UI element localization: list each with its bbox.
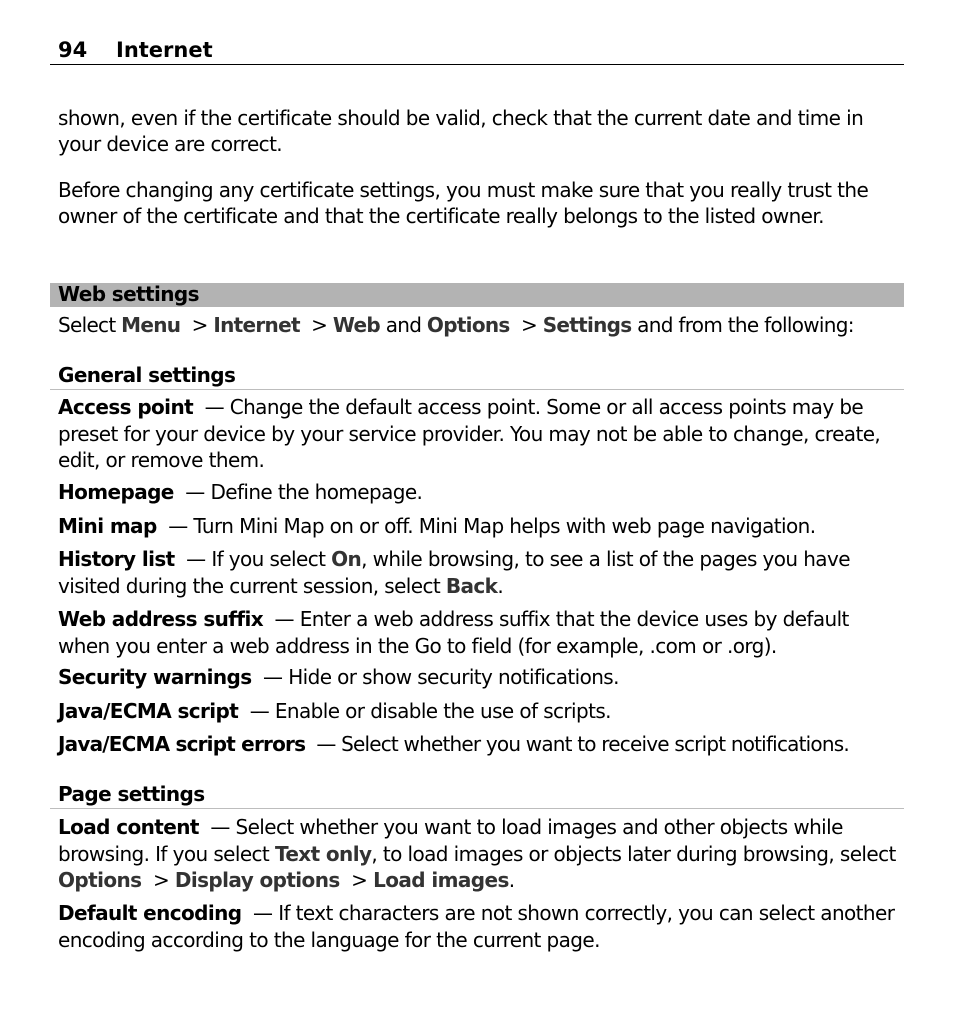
- ui-settings: Settings: [542, 313, 632, 337]
- setting-java-ecma-script: [58, 698, 903, 725]
- description: .: [497, 573, 504, 598]
- setting-security-warnings: [58, 664, 903, 691]
- description: , to load images or objects later during browsing, select: [371, 841, 896, 866]
- ui-options: Options: [58, 868, 142, 892]
- term: Security warnings: [58, 665, 252, 689]
- instruction-tail: and from the following:: [637, 313, 854, 337]
- path-separator: >: [152, 868, 170, 892]
- setting-java-ecma-script-errors: [58, 731, 903, 758]
- description: — Change the default access point. Some or all access points may be preset for your device by your service provider. You may not be able to change, create, edit, or remove them.: [58, 395, 881, 472]
- section-heading-web-settings: [50, 283, 904, 307]
- setting-mini-map: [58, 513, 903, 540]
- ui-display-options: Display options: [174, 868, 340, 892]
- term: Java/ECMA script errors: [58, 732, 306, 756]
- setting-homepage: [58, 479, 903, 506]
- intro-paragraph-1: [58, 105, 903, 157]
- description: — Select whether you want to load images and other objects while browsing. If you select: [58, 815, 843, 866]
- term: Java/ECMA script: [58, 699, 239, 723]
- ui-options: Options: [426, 313, 510, 337]
- intro-text-1: shown, even if the certificate should be valid, check that the current date and time in your device are correct.: [58, 106, 864, 156]
- setting-access-point: [58, 394, 903, 474]
- description: .: [508, 868, 515, 892]
- term: Homepage: [58, 480, 174, 504]
- setting-default-encoding: [58, 900, 903, 953]
- description: — Turn Mini Map on or off. Mini Map helps with web page navigation.: [168, 514, 816, 538]
- description: , while browsing, to see a list of the pages you have visited during the current session, select: [58, 547, 850, 598]
- page-number: 94: [58, 38, 88, 62]
- intro-paragraph-2: [58, 177, 903, 229]
- ui-web: Web: [332, 313, 381, 337]
- term: Mini map: [58, 514, 157, 538]
- description: — Enter a web address suffix that the device uses by default when you enter a web address in the Go to field (for example, .com or .org).: [58, 607, 849, 658]
- setting-web-address-suffix: [58, 606, 903, 659]
- ui-text-only: Text only: [274, 841, 372, 866]
- description: — If you select: [186, 547, 326, 571]
- term: Load content: [58, 815, 199, 839]
- path-separator: >: [191, 313, 208, 337]
- term: Access point: [58, 395, 194, 419]
- path-separator: >: [520, 313, 538, 337]
- setting-history-list: [58, 546, 903, 599]
- path-separator: >: [311, 313, 328, 337]
- ui-menu: Menu: [121, 313, 181, 337]
- description: — Hide or show security notifications.: [263, 665, 619, 689]
- description: — Define the homepage.: [185, 480, 423, 504]
- chapter-title: Internet: [116, 38, 213, 62]
- subheading-page-settings: [50, 781, 904, 809]
- term: History list: [58, 547, 175, 571]
- description: — If text characters are not shown correctly, you can select another encoding according to the language for the current page.: [58, 901, 895, 952]
- intro-text-2: Before changing any certificate settings, you must make sure that you really trust the owner of the certificate and that the certificate really belongs to the listed owner.: [58, 178, 869, 228]
- select-word: Select: [58, 313, 116, 337]
- subheading-title: General settings: [58, 363, 236, 387]
- term: Default encoding: [58, 901, 242, 925]
- path-separator: >: [351, 868, 368, 892]
- ui-on: On: [331, 547, 362, 571]
- ui-internet: Internet: [213, 313, 300, 337]
- ui-load-images: Load images: [373, 868, 509, 892]
- subheading-title: Page settings: [58, 782, 205, 806]
- ui-back: Back: [445, 573, 498, 598]
- running-header: [50, 37, 904, 65]
- subheading-general-settings: [50, 362, 904, 390]
- description: — Select whether you want to receive script notifications.: [316, 732, 849, 756]
- web-settings-instruction: [58, 312, 903, 338]
- section-title: Web settings: [58, 282, 199, 306]
- and-word: and: [385, 313, 422, 337]
- term: Web address suffix: [58, 607, 264, 631]
- description: — Enable or disable the use of scripts.: [249, 699, 611, 723]
- setting-load-content: [58, 814, 903, 894]
